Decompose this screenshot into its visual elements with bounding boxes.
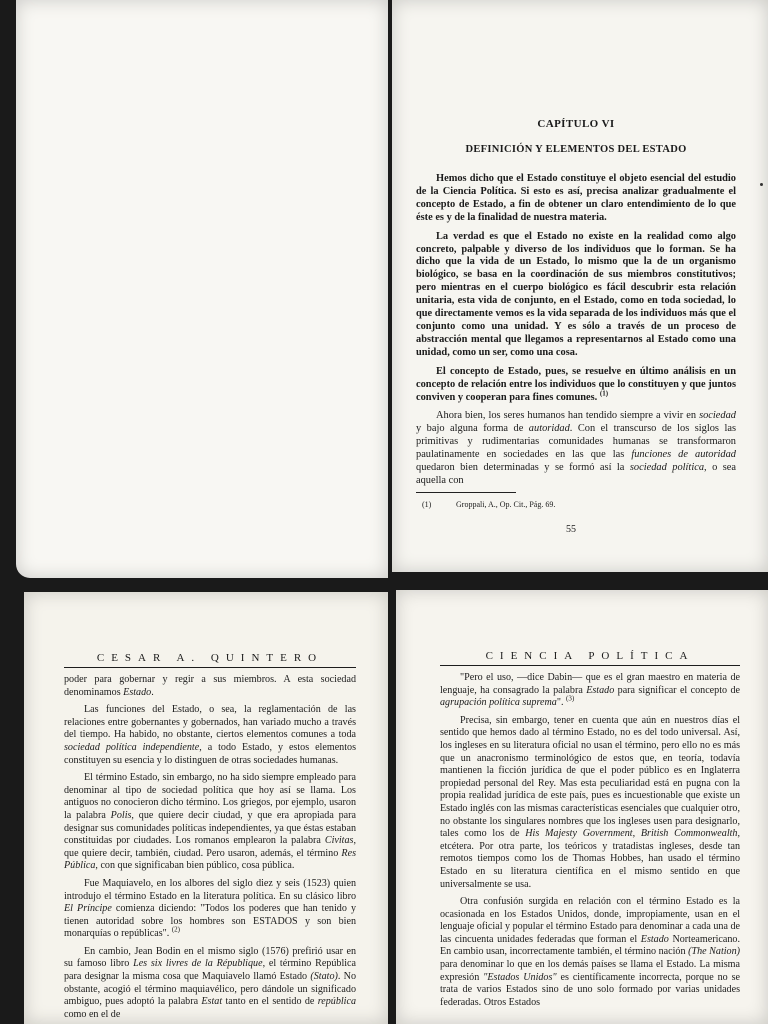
- blank-page: [16, 0, 388, 578]
- rp3-f: "Estados Unidos": [483, 971, 557, 983]
- left-paragraph-5: [64, 946, 356, 1022]
- lp5-b: Les six livres de la République: [133, 958, 263, 970]
- lp4-c: comienza diciendo: "Todos los poderes que han tenido y tienen autoridad sobre los hombres son ESTADOS y son bien monarquías o repúblicas".: [64, 903, 357, 940]
- running-header-author: CESAR A. QUINTERO: [64, 652, 356, 668]
- rp1-b: Estado: [586, 684, 615, 696]
- footnote-divider: [416, 492, 516, 493]
- footnote-ref-2: (2): [171, 925, 181, 934]
- paragraph-3: [416, 366, 736, 405]
- rp1-a: "Pero el uso, —dice Dabin— que es el gran maestro en materia de lenguaje, ha consagrado la palabra: [440, 672, 740, 696]
- rp3-a: Otra confusión surgida en relación con el término Estado es la ocasionada en los Estados Unidos, donde, impropiamente, usan en el lenguaje oficial y popular el término Estado para denominar a cada una de las cincuenta unidades federadas que forman el: [440, 896, 740, 945]
- lp4-a: Fue Maquiavelo, en los albores del siglo diez y seis (1523) quien introdujo el término Estado en la literatura política. En su clásico libro: [64, 877, 356, 902]
- paragraph-2: La verdad es que el Estado no existe en la realidad como algo concreto, palpable y diverso de los individuos que lo forman. Se ha dicho que la vida de un Estado, lo mismo que la de un organismo biológico, se basa en la coordinación de sus miembros constitutivos; pero mientras en el cuerpo biológico es fácil descubrir esta relación unitaria, esta vida de conjunto, en el Estado, como en toda sociedad, lo que directamente vemos es la vida separada de los individuos más que el conjunto como una unidad. Y es sólo a través de un proceso de abstracción mental que llegamos a representarnos al Estado como una unidad, como un ser, como una cosa.: [416, 230, 736, 358]
- rp3-c: Norteamericano. En cambio usan, incorrectamente también, el término nación: [440, 933, 740, 958]
- right-paragraph-1: [440, 672, 740, 710]
- spine-mark: [760, 183, 763, 186]
- lp2-b: sociedad política independiente: [64, 741, 200, 753]
- left-paragraph-1: [64, 674, 356, 699]
- page-55: [392, 0, 768, 572]
- rp3-g: es científicamente incorrecta, porque no se trata de varios Estados sino de uno solo formado por varias unidades federadas. Otros Estados: [440, 971, 740, 1008]
- p4-b: sociedad: [699, 410, 736, 422]
- paragraph-1: Hemos dicho que el Estado constituye el objeto esencial del estudio de la Ciencia Política. Si esto es así, precisa analizar gradualmente el concepto de Estado, a fin de obtener un claro entendimiento de lo que éste es y de la finalidad de nuestra materia.: [416, 173, 736, 223]
- rp1-d: agrupación política suprema: [440, 697, 557, 709]
- rp2-b: His Majesty Government, British Commonwealth,: [525, 828, 740, 840]
- lp3-b: Polis: [110, 809, 132, 821]
- footnote-number: (1): [422, 500, 432, 509]
- page-left-bottom: [24, 592, 388, 1024]
- page-number: 55: [566, 524, 576, 535]
- lp5-f: Estat: [201, 996, 223, 1008]
- chapter-title: DEFINICIÓN Y ELEMENTOS DEL ESTADO: [465, 144, 687, 155]
- lp5-c: , el término República para designar la misma cosa que Maquiavelo llamó Estado: [64, 958, 357, 983]
- p4-e: . Con el transcurso de los siglos las primitivas y rudimentarias comunidades humanas se transformaron paulatinamente en sociedades en las que las: [416, 423, 736, 461]
- lp3-d: Civitas: [324, 835, 354, 847]
- footnote-ref-1: (1): [599, 389, 609, 398]
- right-page-content: [440, 650, 740, 1014]
- paragraph-3-text: El concepto de Estado, pues, se resuelve en último análisis en un concepto de relación entre los individuos que lo constituyen y que juntos conviven y cooperan para fines comunes.: [416, 365, 736, 403]
- lp5-a: En cambio, Jean Bodin en el mismo siglo (1576) prefirió usar en su famoso libro: [64, 945, 356, 970]
- rp3-b: Estado: [640, 933, 669, 945]
- lp3-a: El término Estado, sin embargo, no ha sido siempre empleado para denominar al tipo de sociedad política que hoy así se llama. Los antiguos no conocieron dicho término. Los griegos, por ejemplo, usaron la palabra: [64, 772, 356, 821]
- rp1-e: ".: [556, 697, 564, 709]
- p4-f: funciones de autoridad: [631, 449, 736, 461]
- rp2-a: Precisa, sin embargo, tener en cuenta que aún en nuestros días el sentido que hemos dado al término Estado, no es del todo universal. Así, los ingleses en su literatura oficial no usan el término, pero ello no es más que un anacronismo terminológico de estos que, en teoría, todavía mantienen la ficción jurídica de que el poder público es en Inglaterra propiedad personal del Rey. Mas esta peculiaridad está en pugna con la propia realidad jurídica de este país, pues es incuestionable que existe un Estado inglés con las mismas características esenciales que cualquier otro, no obstante los singulares nombres que los ingleses usen para designarlo, tales como los de: [440, 714, 740, 840]
- running-header-title: CIENCIA POLÍTICA: [440, 650, 740, 666]
- footnote-text: Groppali, A., Op. Cit., Pág. 69.: [456, 500, 556, 509]
- lp1-c: .: [151, 686, 154, 698]
- lp2-c: , a todo Estado, y estos elementos constituyen su esencia y lo distinguen de otras sociedades humanas.: [64, 741, 356, 766]
- left-paragraph-3: [64, 772, 356, 873]
- footnote-ref-3: (3): [566, 694, 575, 703]
- left-paragraph-2: [64, 704, 356, 767]
- p4-c: y bajo alguna forma de: [416, 423, 529, 435]
- p4-g: quedaron bien determinadas y se formó así la: [416, 462, 630, 474]
- footnote: [422, 500, 555, 509]
- lp1-a: poder para gobernar y regir a sus miembros. A esta sociedad denominamos: [64, 674, 356, 698]
- lp5-i: como en el de: [64, 1008, 121, 1020]
- page-55-content: [416, 118, 736, 494]
- lp3-c: , que quiere decir ciudad, y que era apropiada para designar sus comunidades políticas independientes, ya que éstas estaban constituidas por ciudades. Los romanos emplearon la palabra: [64, 809, 357, 847]
- left-paragraph-4: [64, 878, 356, 941]
- rp3-e: para denominar lo que en los demás países se llama el Estado. La misma expresión: [440, 959, 740, 983]
- lp3-e: , que quiere decir, también, ciudad. Pero usaron, además, el término: [64, 835, 356, 859]
- lp4-b: El Príncipe: [64, 903, 112, 915]
- lp5-h: república: [317, 996, 356, 1008]
- p4-i: , o sea aquella con: [416, 462, 736, 486]
- right-paragraph-2: [440, 715, 740, 891]
- lp3-f: Res Pública: [64, 847, 356, 872]
- p4-a: Ahora bien, los seres humanos han tendido siempre a vivir en: [436, 410, 700, 422]
- lp3-g: , con que significaban bien público, cosa pública.: [95, 860, 295, 872]
- p4-d: autoridad: [528, 423, 570, 435]
- page-right-bottom: [396, 590, 768, 1024]
- lp2-a: Las funciones del Estado, o sea, la reglamentación de las relaciones entre gobernantes y gobernados, han variado mucho a través del tiempo. Ha habido, no obstante, ciertos elementos comunes a toda: [64, 704, 356, 741]
- paragraph-4: [416, 410, 736, 487]
- right-paragraph-3: [440, 896, 740, 1009]
- p4-h: sociedad política: [629, 462, 705, 474]
- lp1-b: Estado: [123, 686, 152, 698]
- chapter-heading: CAPÍTULO VI: [537, 118, 615, 130]
- lp5-d: (Stato): [310, 971, 338, 983]
- left-page-content: [64, 652, 356, 1024]
- rp1-c: para significar el concepto de: [614, 684, 740, 696]
- rp2-c: etcétera. Por otra parte, los teóricos y tratadistas ingleses, desde tan remotos tiempos como los de Thomas Hobbes, han usado el término Estado en su literatura científica en el mismo sentido en que universalmente se usa.: [440, 840, 740, 890]
- lp5-e: . No obstante, acogió el término maquiavélico, pero dándole un significado ambiguo, pues adoptó la palabra: [64, 971, 356, 1008]
- lp5-g: tanto en el sentido de: [222, 996, 318, 1008]
- rp3-d: (The Nation): [688, 946, 741, 958]
